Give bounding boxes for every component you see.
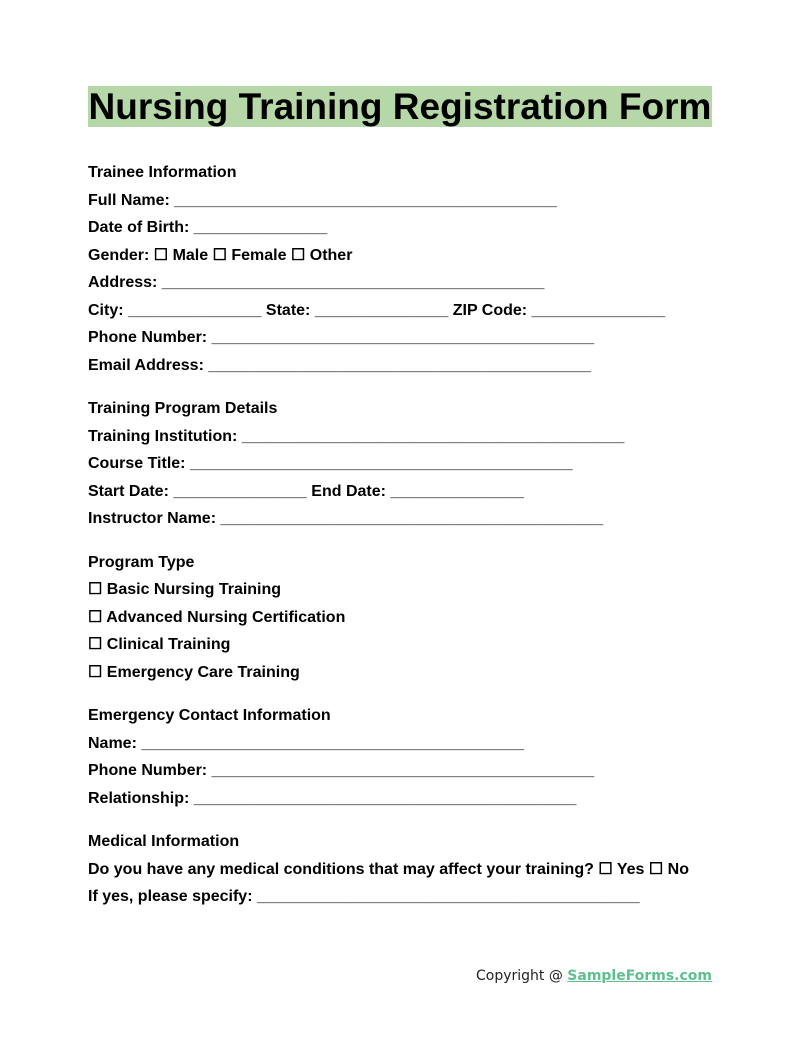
- program-type-option-clinical[interactable]: ☐ Clinical Training: [88, 636, 231, 653]
- brand-link[interactable]: SampleForms.com: [567, 968, 712, 984]
- emergency-contact-heading: Emergency Contact Information: [88, 707, 331, 724]
- medical-conditions-question[interactable]: Do you have any medical conditions that may affect your training? ☐ Yes ☐ No: [88, 860, 689, 878]
- copyright-footer: [476, 966, 712, 986]
- trainee-information-section: [88, 159, 728, 379]
- city-state-zip-fields[interactable]: City: _______________ State: _______________ ZIP Code: _______________: [88, 301, 666, 319]
- emergency-contact-relationship-field[interactable]: Relationship: ___________________________________________: [88, 789, 577, 807]
- emergency-contact-phone-field[interactable]: Phone Number: ___________________________________________: [88, 762, 595, 779]
- page-title: Nursing Training Registration Form: [88, 86, 712, 127]
- program-type-option-basic[interactable]: ☐ Basic Nursing Training: [88, 581, 282, 598]
- copyright-prefix: Copyright @: [475, 968, 568, 984]
- emergency-contact-section: [88, 702, 728, 812]
- phone-number-field[interactable]: Phone Number: ___________________________________________: [88, 329, 595, 346]
- training-institution-field[interactable]: Training Institution: ___________________________________________: [88, 427, 625, 445]
- email-address-field[interactable]: Email Address: ___________________________________________: [88, 356, 591, 374]
- medical-specify-field[interactable]: If yes, please specify: ___________________________________________: [88, 888, 640, 905]
- course-title-field[interactable]: Course Title: ___________________________________________: [88, 455, 573, 472]
- instructor-name-field[interactable]: Instructor Name: ___________________________________________: [88, 510, 604, 527]
- date-of-birth-field[interactable]: Date of Birth: _______________: [88, 219, 328, 236]
- program-type-option-advanced[interactable]: ☐ Advanced Nursing Certification: [88, 608, 346, 626]
- full-name-field[interactable]: Full Name: ___________________________________________: [88, 191, 557, 209]
- trainee-information-heading: Trainee Information: [88, 164, 237, 181]
- form-content: [88, 159, 728, 927]
- title-wrapper: [0, 86, 800, 127]
- medical-information-section: [88, 828, 728, 911]
- program-type-heading: Program Type: [88, 553, 195, 571]
- start-end-date-fields[interactable]: Start Date: _______________ End Date: _______________: [88, 482, 524, 500]
- training-program-heading: Training Program Details: [88, 400, 278, 417]
- address-field[interactable]: Address: ___________________________________________: [88, 274, 545, 291]
- gender-options[interactable]: Gender: ☐ Male ☐ Female ☐ Other: [88, 246, 353, 264]
- medical-information-heading: Medical Information: [88, 833, 240, 850]
- program-type-option-emergency[interactable]: ☐ Emergency Care Training: [88, 663, 300, 681]
- training-program-section: [88, 395, 728, 533]
- program-type-section: [88, 549, 728, 687]
- emergency-contact-name-field[interactable]: Name: ___________________________________________: [88, 734, 524, 752]
